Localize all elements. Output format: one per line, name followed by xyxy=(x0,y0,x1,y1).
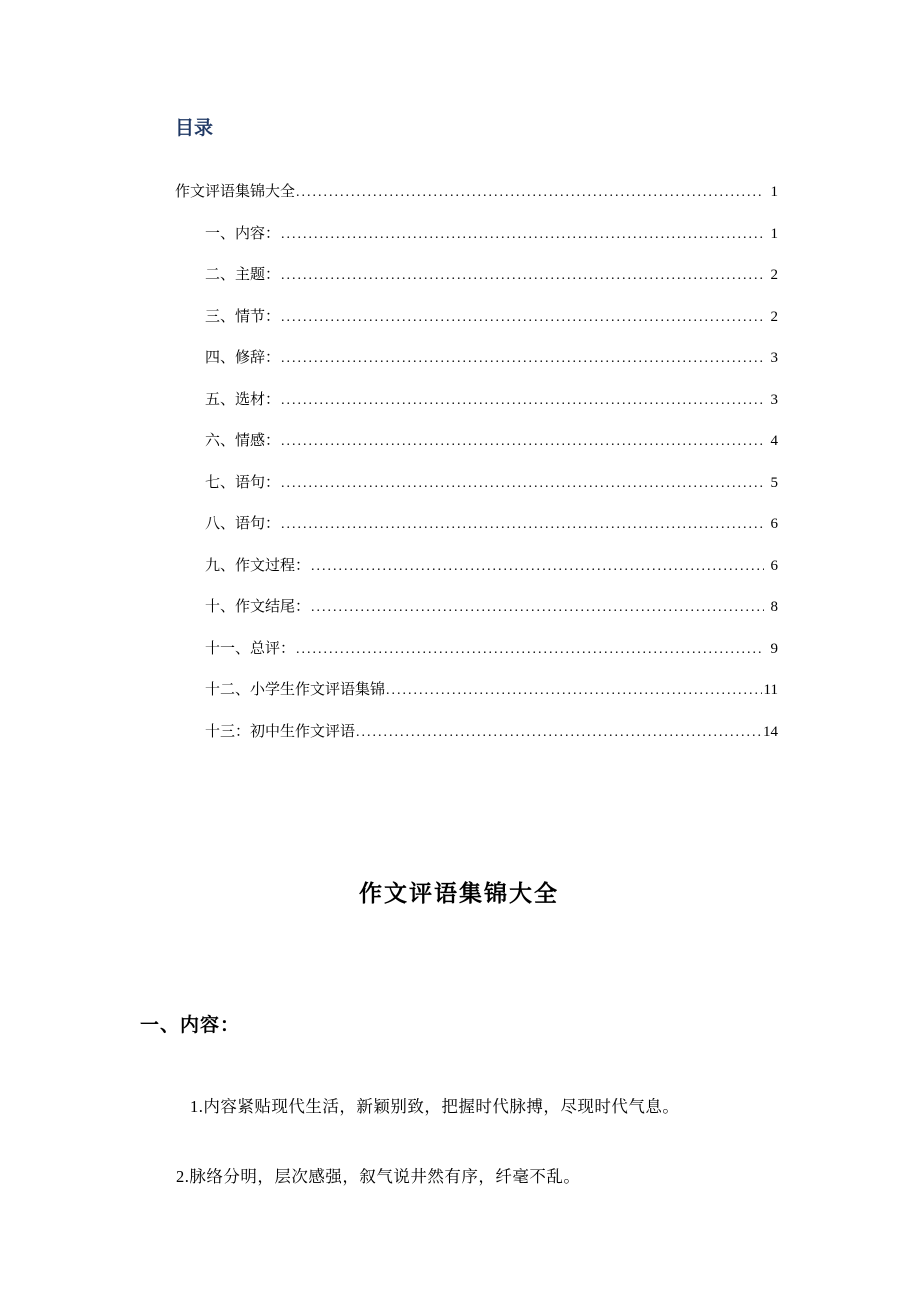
toc-dot-leader xyxy=(281,421,764,463)
toc-entry-label[interactable]: 九、作文过程： xyxy=(205,557,311,574)
toc-entry-label[interactable]: 一、内容： xyxy=(205,225,281,242)
table-of-contents xyxy=(175,113,778,753)
toc-page-number: 1 xyxy=(770,184,778,200)
toc-page-number: 8 xyxy=(770,599,778,615)
toc-dot-leader xyxy=(281,214,764,256)
document-title: 作文评语集锦大全 xyxy=(359,880,559,906)
toc-entry-label[interactable]: 六、情感： xyxy=(205,433,281,449)
toc-entry[interactable] xyxy=(175,421,778,463)
toc-entry-label[interactable]: 十三：初中生作文评语 xyxy=(205,723,356,740)
paragraph: 1.内容紧贴现代生活，新颖别致，把握时代脉搏，尽现时代气息。 xyxy=(190,1097,680,1116)
toc-entry[interactable] xyxy=(175,214,778,256)
toc-page-number: 9 xyxy=(770,640,778,657)
toc-entry-label[interactable]: 二、主题： xyxy=(205,267,281,283)
toc-dot-leader xyxy=(311,546,764,588)
toc-entry-label[interactable]: 七、语句： xyxy=(205,474,281,491)
toc-page-number: 11 xyxy=(763,682,778,698)
toc-dot-leader xyxy=(281,380,764,422)
toc-page-number: 6 xyxy=(770,516,778,532)
toc-entry[interactable] xyxy=(175,380,778,422)
toc-entry[interactable] xyxy=(175,255,778,297)
toc-entry-label[interactable]: 三、情节： xyxy=(205,308,281,325)
toc-entry[interactable] xyxy=(175,629,778,671)
toc-page-number: 2 xyxy=(770,267,778,283)
toc-entry[interactable] xyxy=(175,587,778,629)
toc-dot-leader xyxy=(281,297,764,339)
toc-dot-leader xyxy=(356,712,761,754)
toc-page-number: 3 xyxy=(770,391,778,408)
toc-page-number: 2 xyxy=(770,308,778,325)
toc-entry[interactable] xyxy=(175,297,778,339)
toc-dot-leader xyxy=(296,172,764,214)
toc-entry-label[interactable]: 十二、小学生作文评语集锦 xyxy=(205,682,386,698)
section-heading-content: 一、内容： xyxy=(140,1015,241,1036)
toc-entry-label[interactable]: 十、作文结尾： xyxy=(205,599,311,615)
toc-entry-label[interactable]: 作文评语集锦大全 xyxy=(175,184,296,200)
toc-dot-leader xyxy=(281,338,764,380)
toc-page-number: 6 xyxy=(770,557,778,574)
toc-page-number: 14 xyxy=(763,723,778,740)
toc-dot-leader xyxy=(311,587,764,629)
toc-dot-leader xyxy=(281,463,764,505)
toc-dot-leader xyxy=(296,629,764,671)
toc-page-number: 3 xyxy=(770,350,778,366)
toc-dot-leader xyxy=(386,670,762,712)
toc-entry[interactable] xyxy=(175,546,778,588)
toc-entry-label[interactable]: 八、语句： xyxy=(205,516,281,532)
toc-entry[interactable] xyxy=(175,712,778,754)
toc-entry[interactable] xyxy=(175,504,778,546)
toc-entry[interactable] xyxy=(175,670,778,712)
toc-dot-leader xyxy=(281,255,764,297)
toc-page-number: 5 xyxy=(770,474,778,491)
toc-entry-label[interactable]: 四、修辞： xyxy=(205,350,281,366)
toc-entry[interactable] xyxy=(175,338,778,380)
toc-entry-label[interactable]: 十一、总评： xyxy=(205,640,296,657)
toc-entry-label[interactable]: 五、选材： xyxy=(205,391,281,408)
toc-list xyxy=(175,172,778,753)
toc-entry[interactable] xyxy=(175,463,778,505)
paragraph: 2.脉络分明，层次感强，叙气说井然有序，纤毫不乱。 xyxy=(176,1167,581,1186)
toc-page-number: 4 xyxy=(770,433,778,449)
toc-entry[interactable] xyxy=(175,172,778,214)
toc-dot-leader xyxy=(281,504,764,546)
toc-page-number: 1 xyxy=(770,225,778,242)
toc-title: 目录 xyxy=(175,118,214,139)
